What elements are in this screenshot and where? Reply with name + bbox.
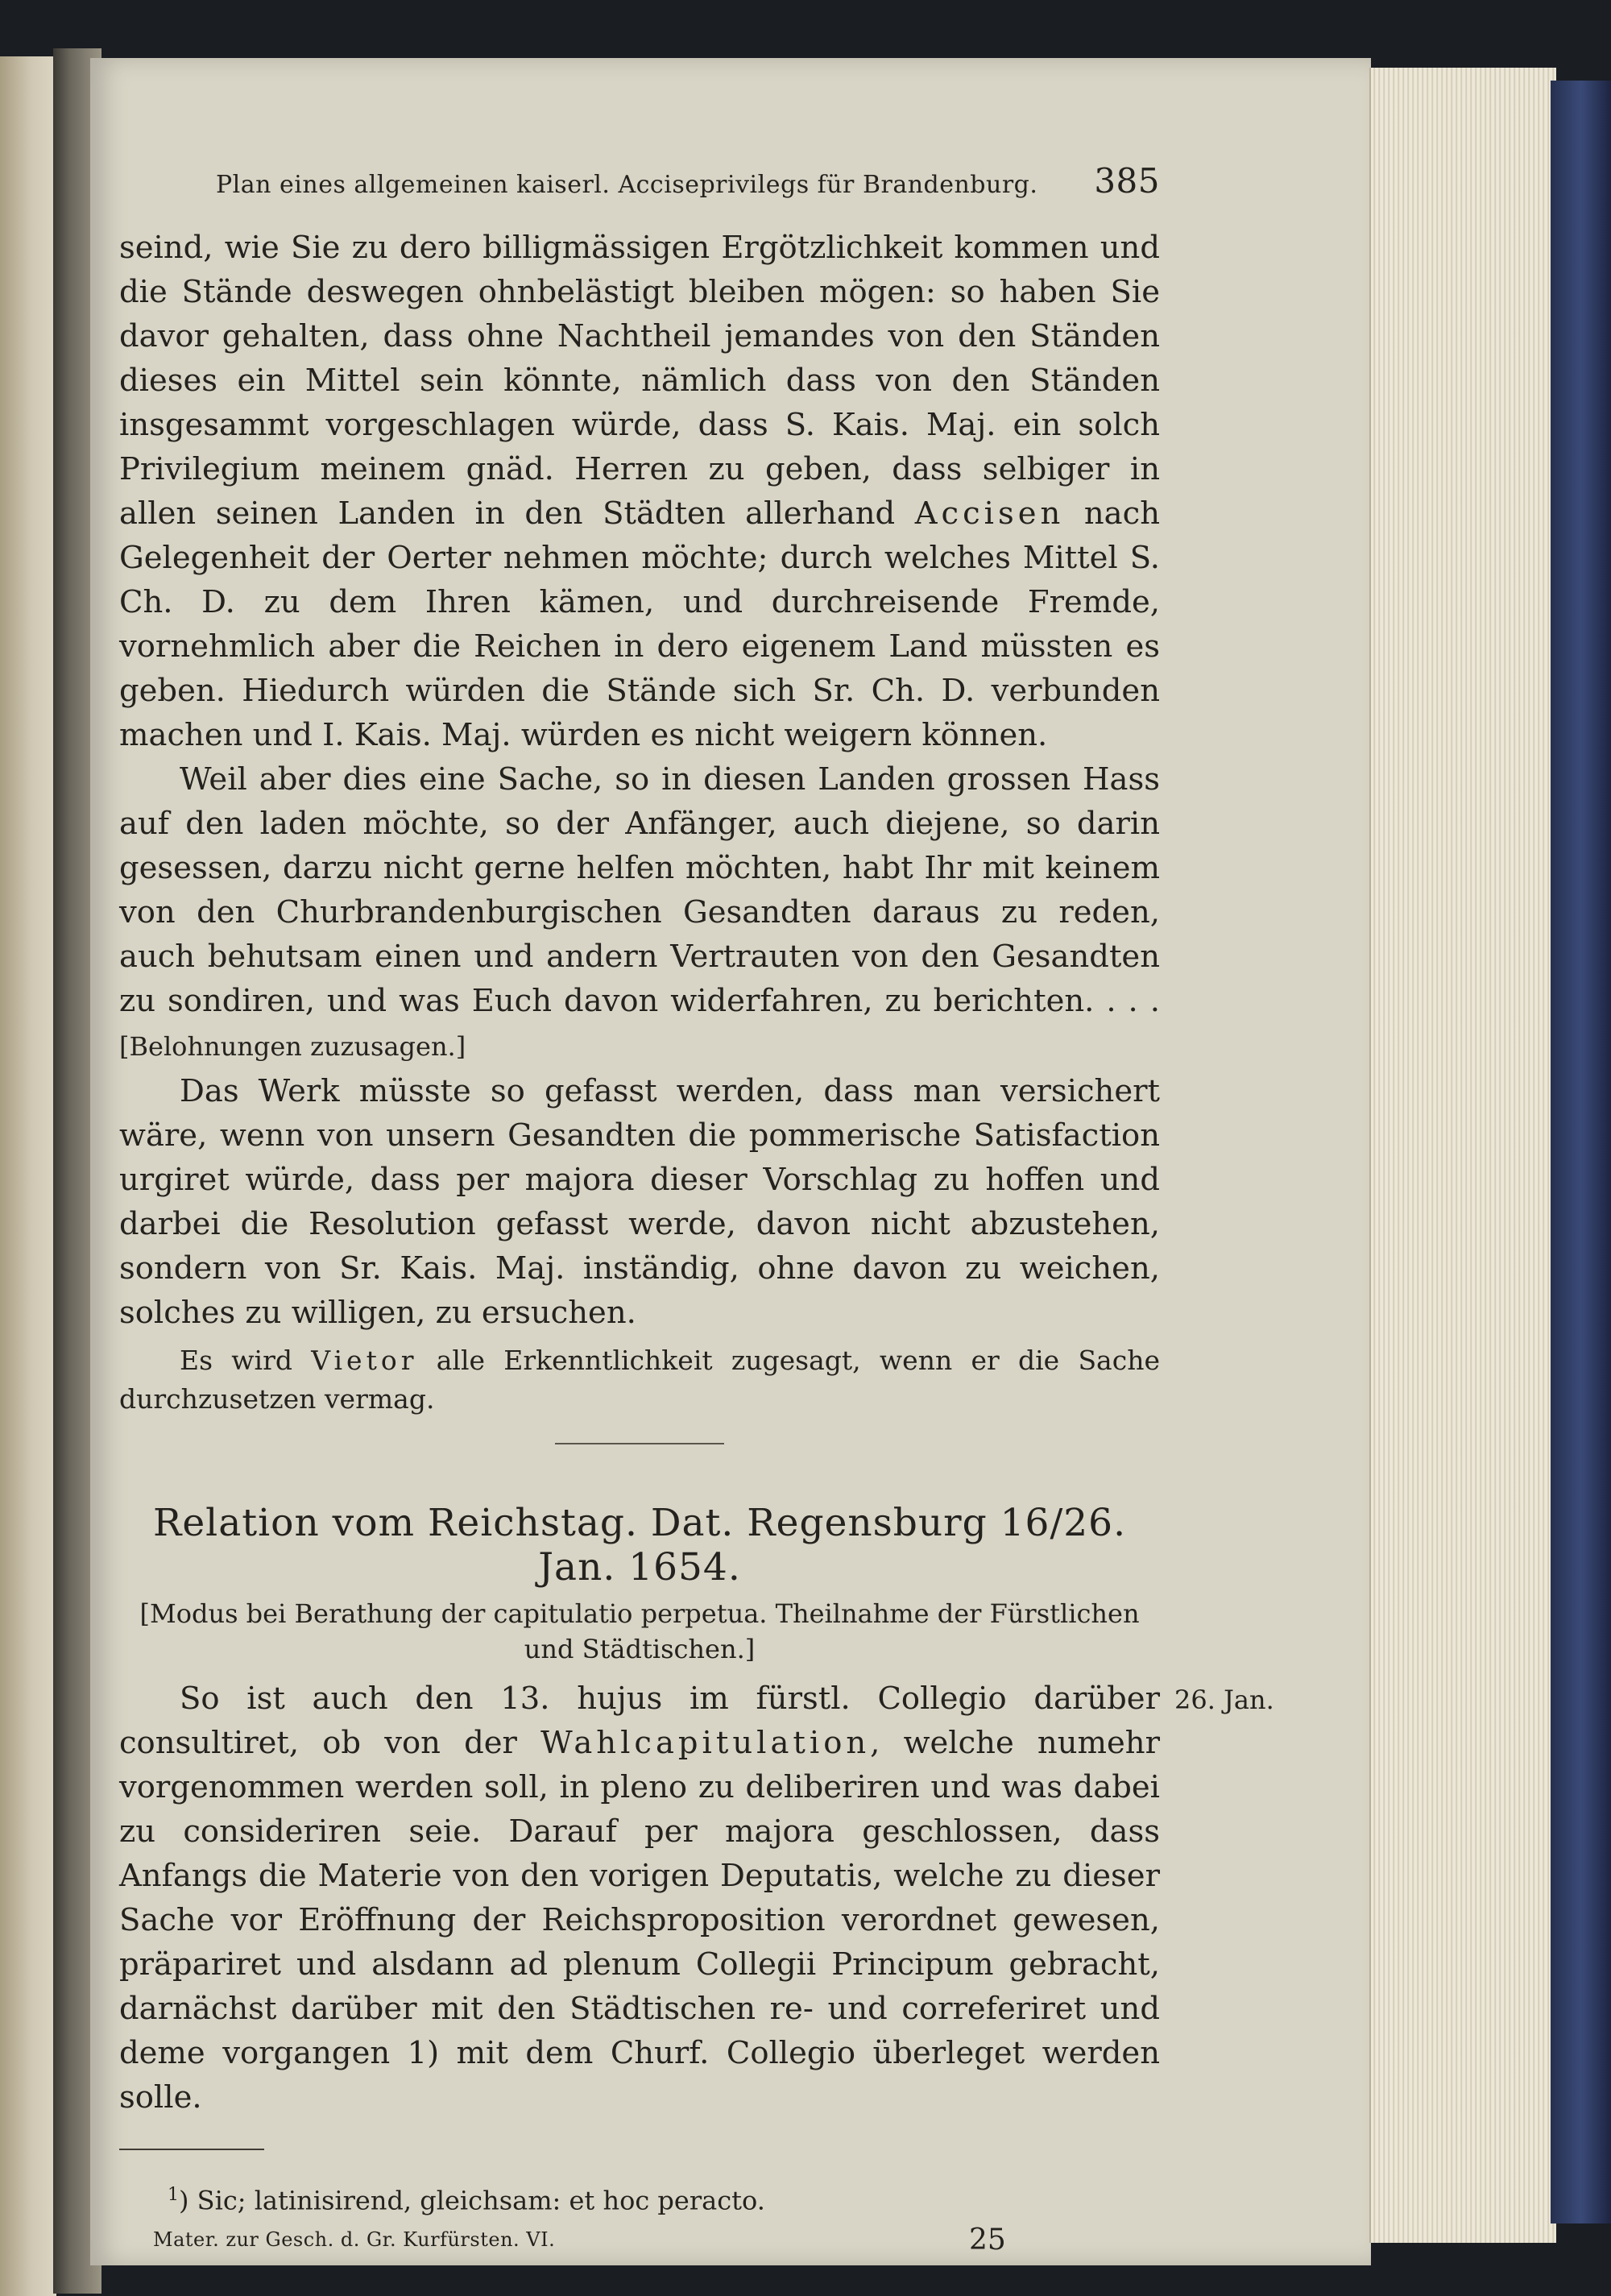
paragraph-4-part-b: alle Erkenntlichkeit zugesagt, wenn er die Sache durchzusetzen vermag. [119, 1345, 1160, 1415]
emphasis-vietor: Vietor [311, 1345, 418, 1376]
paragraph-1-part-b: nach Gelegenheit der Oerter nehmen möchte; durch welches Mittel S. Ch. D. zu dem Ihren kämen, und durchreisende Fremde, vornehmlich aber die Reichen in dero eigenem Land müssten es geben. Hiedurch würden die Stände sich Sr. Ch. D. verbunden machen und I. Kais. Maj. würden es nicht weigern können. [119, 495, 1160, 753]
emphasis-accisen: Accisen [914, 495, 1065, 532]
emphasis-wahlcapitulation: Wahlcapitulation [540, 1725, 871, 1761]
page-content [119, 161, 1274, 2272]
relation-body [119, 1676, 1274, 2120]
margin-date: 26. Jan. [1174, 1685, 1274, 1715]
editorial-bracket-note: [Belohnungen zuzusagen.] [119, 1031, 466, 1062]
paragraph-2 [119, 757, 1160, 1069]
page-edges [1369, 68, 1556, 2243]
paragraph-1-part-a: seind, wie Sie zu dero billigmässigen Ergötzlichkeit kommen und die Stände deswegen ohnbelästigt bleiben mögen: so haben Sie davor gehalten, dass ohne Nachtheil jemandes von den Ständen dieses ein Mittel sein könnte, nämlich dass von den Ständen insgesammt vorgeschlagen würde, dass S. Kais. Maj. ein solch Privilegium meinem gnäd. Herren zu geben, dass selbiger in allen seinen Landen in den Städten allerhand [119, 230, 1160, 532]
relation-part-b: , welche numehr vorgenommen werden soll, in pleno zu deliberiren und was dabei zu consideriren seie. Darauf per majora geschlossen, dass Anfangs die Materie von den vorigen Deputatis, welche zu dieser Sache vor Eröffnung der Reichsproposition verordnet gewesen, präpariret und alsdann ad plenum Collegii Principum gebracht, darnächst darüber mit den Städtischen re- und correferiret und deme vorgangen [119, 1725, 1161, 2071]
paragraph-4-part-a: Es wird [180, 1345, 312, 1376]
footnote [168, 2178, 1160, 2219]
paragraph-1 [119, 226, 1160, 757]
relation-part-a: So ist auch den 13. hujus im fürstl. Collegio darüber consultiret, ob von der [119, 1681, 1160, 1761]
footnote-text: ) Sic; latinisirend, gleichsam: et hoc peracto. [179, 2185, 765, 2216]
printer-signature: Mater. zur Gesch. d. Gr. Kurfürsten. VI. [153, 2228, 556, 2251]
section-summary: [Modus bei Berathung der capitulatio perpetua. Theilnahme der Fürstlichen und Städtischen.] [139, 1598, 1140, 1664]
book-cover-edge [1551, 81, 1611, 2223]
section-heading: Relation vom Reichstag. Dat. Regensburg 16/26. Jan. 1654. [152, 1501, 1127, 1589]
section-divider [555, 1443, 724, 1444]
footnote-mark: 1 [168, 2185, 179, 2205]
paragraph-4 [119, 1341, 1160, 1419]
sheet-signature-number: 25 [969, 2223, 1006, 2257]
page-number: 385 [1094, 161, 1160, 201]
footnote-reference: 1 [407, 2035, 428, 2071]
running-head-title: Plan eines allgemeinen kaiserl. Acciseprivilegs für Brandenburg. [216, 171, 1038, 199]
running-head [119, 161, 1160, 209]
paragraph-2-text: Weil aber dies eine Sache, so in diesen Landen grossen Hass auf den laden möchte, so der Anfänger, auch diejene, so darin gesessen, darzu nicht gerne helfen möchten, habt Ihr mit keinem von den Churbrandenburgischen Gesandten daraus zu reden, auch behutsam einen und andern Vertrauten von den Gesandten zu sondiren, und was Euch davon widerfahren, zu berichten. . . . [119, 761, 1160, 1019]
paragraph-3: Das Werk müsste so gefasst werden, dass man versichert wäre, wenn von unsern Gesandten die pommerische Satisfaction urgiret würde, dass per majora dieser Vorschlag zu hoffen und darbei die Resolution gefasst werde, davon nicht abzustehen, sondern von Sr. Kais. Maj. inständig, ohne davon zu weichen, solches zu willigen, zu ersuchen. [119, 1073, 1160, 1331]
relation-paragraph [119, 1676, 1160, 2120]
left-page-edge [0, 56, 56, 2296]
page-footer [119, 2223, 1160, 2272]
footnote-rule [119, 2149, 264, 2150]
relation-part-c: ) mit dem Churf. Collegio überleget werden solle. [119, 2035, 1160, 2116]
